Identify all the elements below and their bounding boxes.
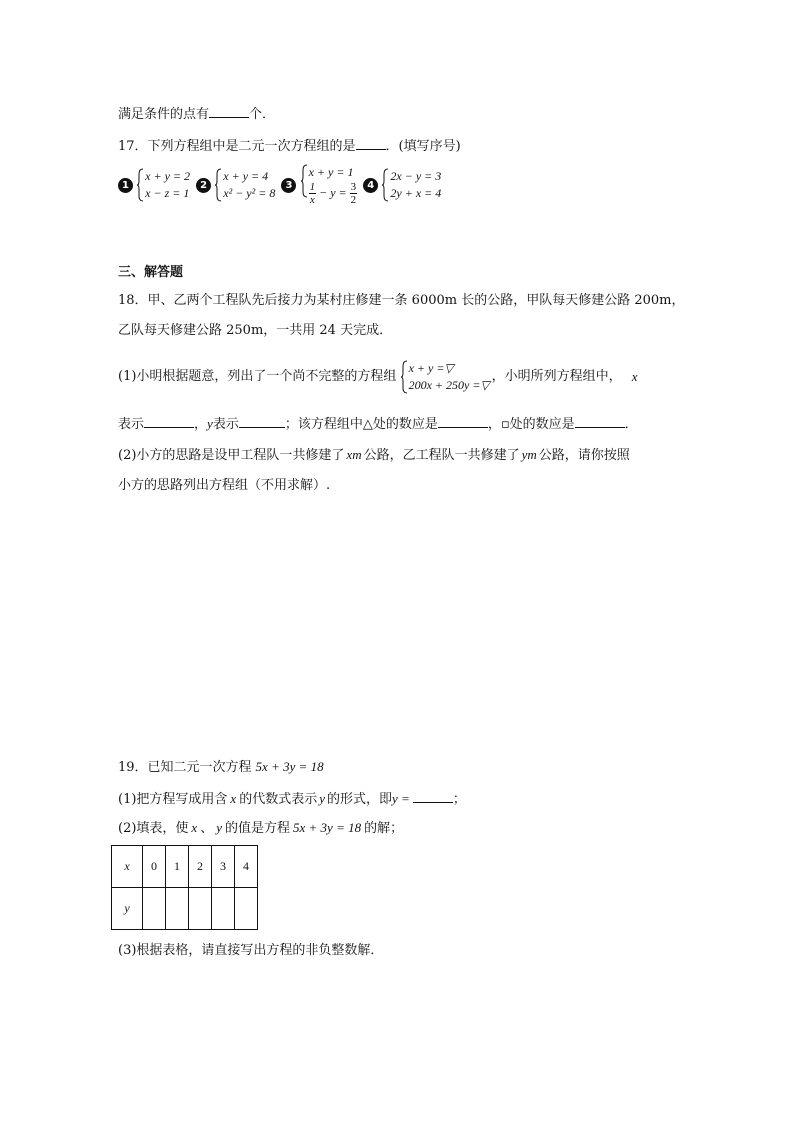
q18-p2-b: 公路，乙工程队一共修建了 — [363, 448, 520, 463]
table-row — [112, 846, 258, 888]
q18-p1-x: x — [631, 369, 638, 384]
q18-part2 — [118, 446, 630, 465]
q18-p1-start: (1)小明根据题意，列出了一个尚不完整的方程组 — [118, 369, 397, 384]
q19-p2-d: 的解； — [364, 821, 404, 836]
q18-blank-x — [144, 414, 194, 428]
q19-p1-y-equals: y = — [392, 791, 410, 806]
q17-title: 17．下列方程组中是二元一次方程组的是 — [118, 139, 356, 154]
q19-part1 — [118, 789, 466, 809]
q19-p1-x: x — [230, 791, 237, 806]
table-cell-input[interactable] — [235, 888, 258, 930]
brace-icon — [301, 164, 308, 198]
brace-icon — [382, 168, 389, 202]
q19-p1-d: ； — [452, 792, 466, 807]
table-cell: 3 — [212, 846, 235, 888]
q19-part3: (3)根据表格，请直接写出方程的非负整数解． — [118, 943, 384, 958]
fraction-3-over-2: $\frac{3}{2}$ — [350, 181, 357, 206]
q18-line4 — [118, 414, 638, 434]
q19-p1-b: 的代数式表示 — [239, 792, 318, 807]
q19-p1-c: 的形式，即 — [327, 792, 393, 807]
q17-end: ．(填写序号) — [385, 139, 461, 154]
table-row — [112, 888, 258, 930]
q19-equation: 5x + 3y = 18 — [255, 759, 324, 774]
q19-p2-c: 的值是方程 — [225, 821, 291, 836]
q16-blank — [209, 104, 249, 118]
q18-part1 — [118, 360, 638, 394]
q19-title — [118, 758, 324, 777]
q18-l4-a: 表示 — [118, 417, 145, 432]
q18-l4-d: ，▫处的数应是 — [487, 417, 575, 432]
option-1-eq2: x − z = 1 — [145, 186, 190, 200]
q18-system — [401, 360, 490, 394]
q18-p2-ym: ym — [521, 447, 537, 462]
q18-blank-triangle — [438, 414, 488, 428]
table-cell-input[interactable] — [189, 888, 212, 930]
q19-p1-a: (1)把方程写成用含 — [118, 792, 228, 807]
q18-blank-y — [239, 414, 285, 428]
option-3-eq2: $\frac{1}{x}$ − y = $\frac{3}{2}$ — [309, 181, 357, 206]
option-2-eq1: x + y = 4 — [223, 169, 269, 183]
q19-p2-y: y — [216, 820, 222, 835]
q19-p2-a: (2)填表，使 — [118, 821, 189, 836]
option-2-eq2: x² − y² = 8 — [223, 186, 276, 200]
q18-p2-c: 公路，请你按照 — [538, 448, 630, 463]
q17-options — [118, 164, 443, 206]
table-cell-input[interactable] — [212, 888, 235, 930]
option-2-system — [215, 168, 275, 202]
q18-system-eq1: x + y =▽ — [408, 361, 454, 375]
table-header-y: y — [112, 888, 143, 930]
option-1-system — [137, 168, 190, 202]
option-1-eq1: x + y = 2 — [145, 169, 190, 183]
q18-l4-c: ；该方程组中△处的数应是 — [284, 417, 438, 432]
q19-part2 — [118, 819, 403, 838]
option-4-system — [382, 168, 441, 202]
option-3-system — [301, 164, 358, 206]
q18-l4-e: ． — [624, 417, 638, 432]
q19-p2-b: 、 — [200, 821, 214, 836]
brace-icon — [401, 360, 408, 394]
q16-line — [118, 104, 275, 124]
option-4-number: 4 — [363, 178, 378, 193]
q18-l4-comma: ， — [194, 417, 208, 432]
q18-l4-b: 表示 — [212, 417, 239, 432]
q19-title-text: 19．已知二元一次方程 — [118, 760, 252, 775]
section-title: 三、解答题 — [118, 265, 184, 280]
table-cell: 0 — [143, 846, 166, 888]
table-cell: 2 — [189, 846, 212, 888]
q19-p2-x: x — [191, 820, 198, 835]
q17-question — [118, 136, 461, 156]
fraction-1-over-x: $\frac{1}{x}$ — [309, 181, 316, 206]
option-3-eq1: x + y = 1 — [308, 165, 354, 179]
option-2-number: 2 — [196, 178, 211, 193]
q18-system-eq2: 200x + 250y =▽ — [408, 378, 490, 392]
q18-blank-square — [575, 414, 625, 428]
table-cell: 4 — [235, 846, 258, 888]
table-cell: 1 — [166, 846, 189, 888]
table-header-x: x — [112, 846, 143, 888]
table-cell-input[interactable] — [166, 888, 189, 930]
option-1-number: 1 — [118, 178, 133, 193]
q18-p1-after: ，小明所列方程组中， — [491, 369, 622, 384]
q18-line1: 18．甲、乙两个工程队先后接力为某村庄修建一条 6000m 长的公路，甲队每天修建公路 200m， — [118, 293, 685, 308]
option-3-number: 3 — [281, 178, 296, 193]
q19-p1-y: y — [319, 791, 325, 806]
q16-text: 满足条件的点有 — [118, 107, 210, 122]
q18-p2-a: (2)小方的思路是设甲工程队一共修建了 — [118, 448, 345, 463]
table-cell-input[interactable] — [143, 888, 166, 930]
solution-table — [111, 845, 258, 930]
q17-blank — [356, 136, 386, 150]
option-4-eq2: 2y + x = 4 — [390, 186, 442, 200]
q19-blank-y — [413, 789, 453, 803]
q19-p2-eq: 5x + 3y = 18 — [293, 820, 362, 835]
q18-l4-y: y — [207, 416, 213, 431]
option-4-eq1: 2x − y = 3 — [390, 169, 442, 183]
q18-line2: 乙队每天修建公路 250m，一共用 24 天完成． — [118, 323, 393, 338]
q16-end: 个． — [249, 107, 276, 122]
brace-icon — [215, 168, 222, 202]
brace-icon — [137, 168, 144, 202]
q18-part2-line2: 小方的思路列出方程组（不用求解）. — [118, 478, 331, 493]
q18-p2-xm: xm — [346, 447, 362, 462]
